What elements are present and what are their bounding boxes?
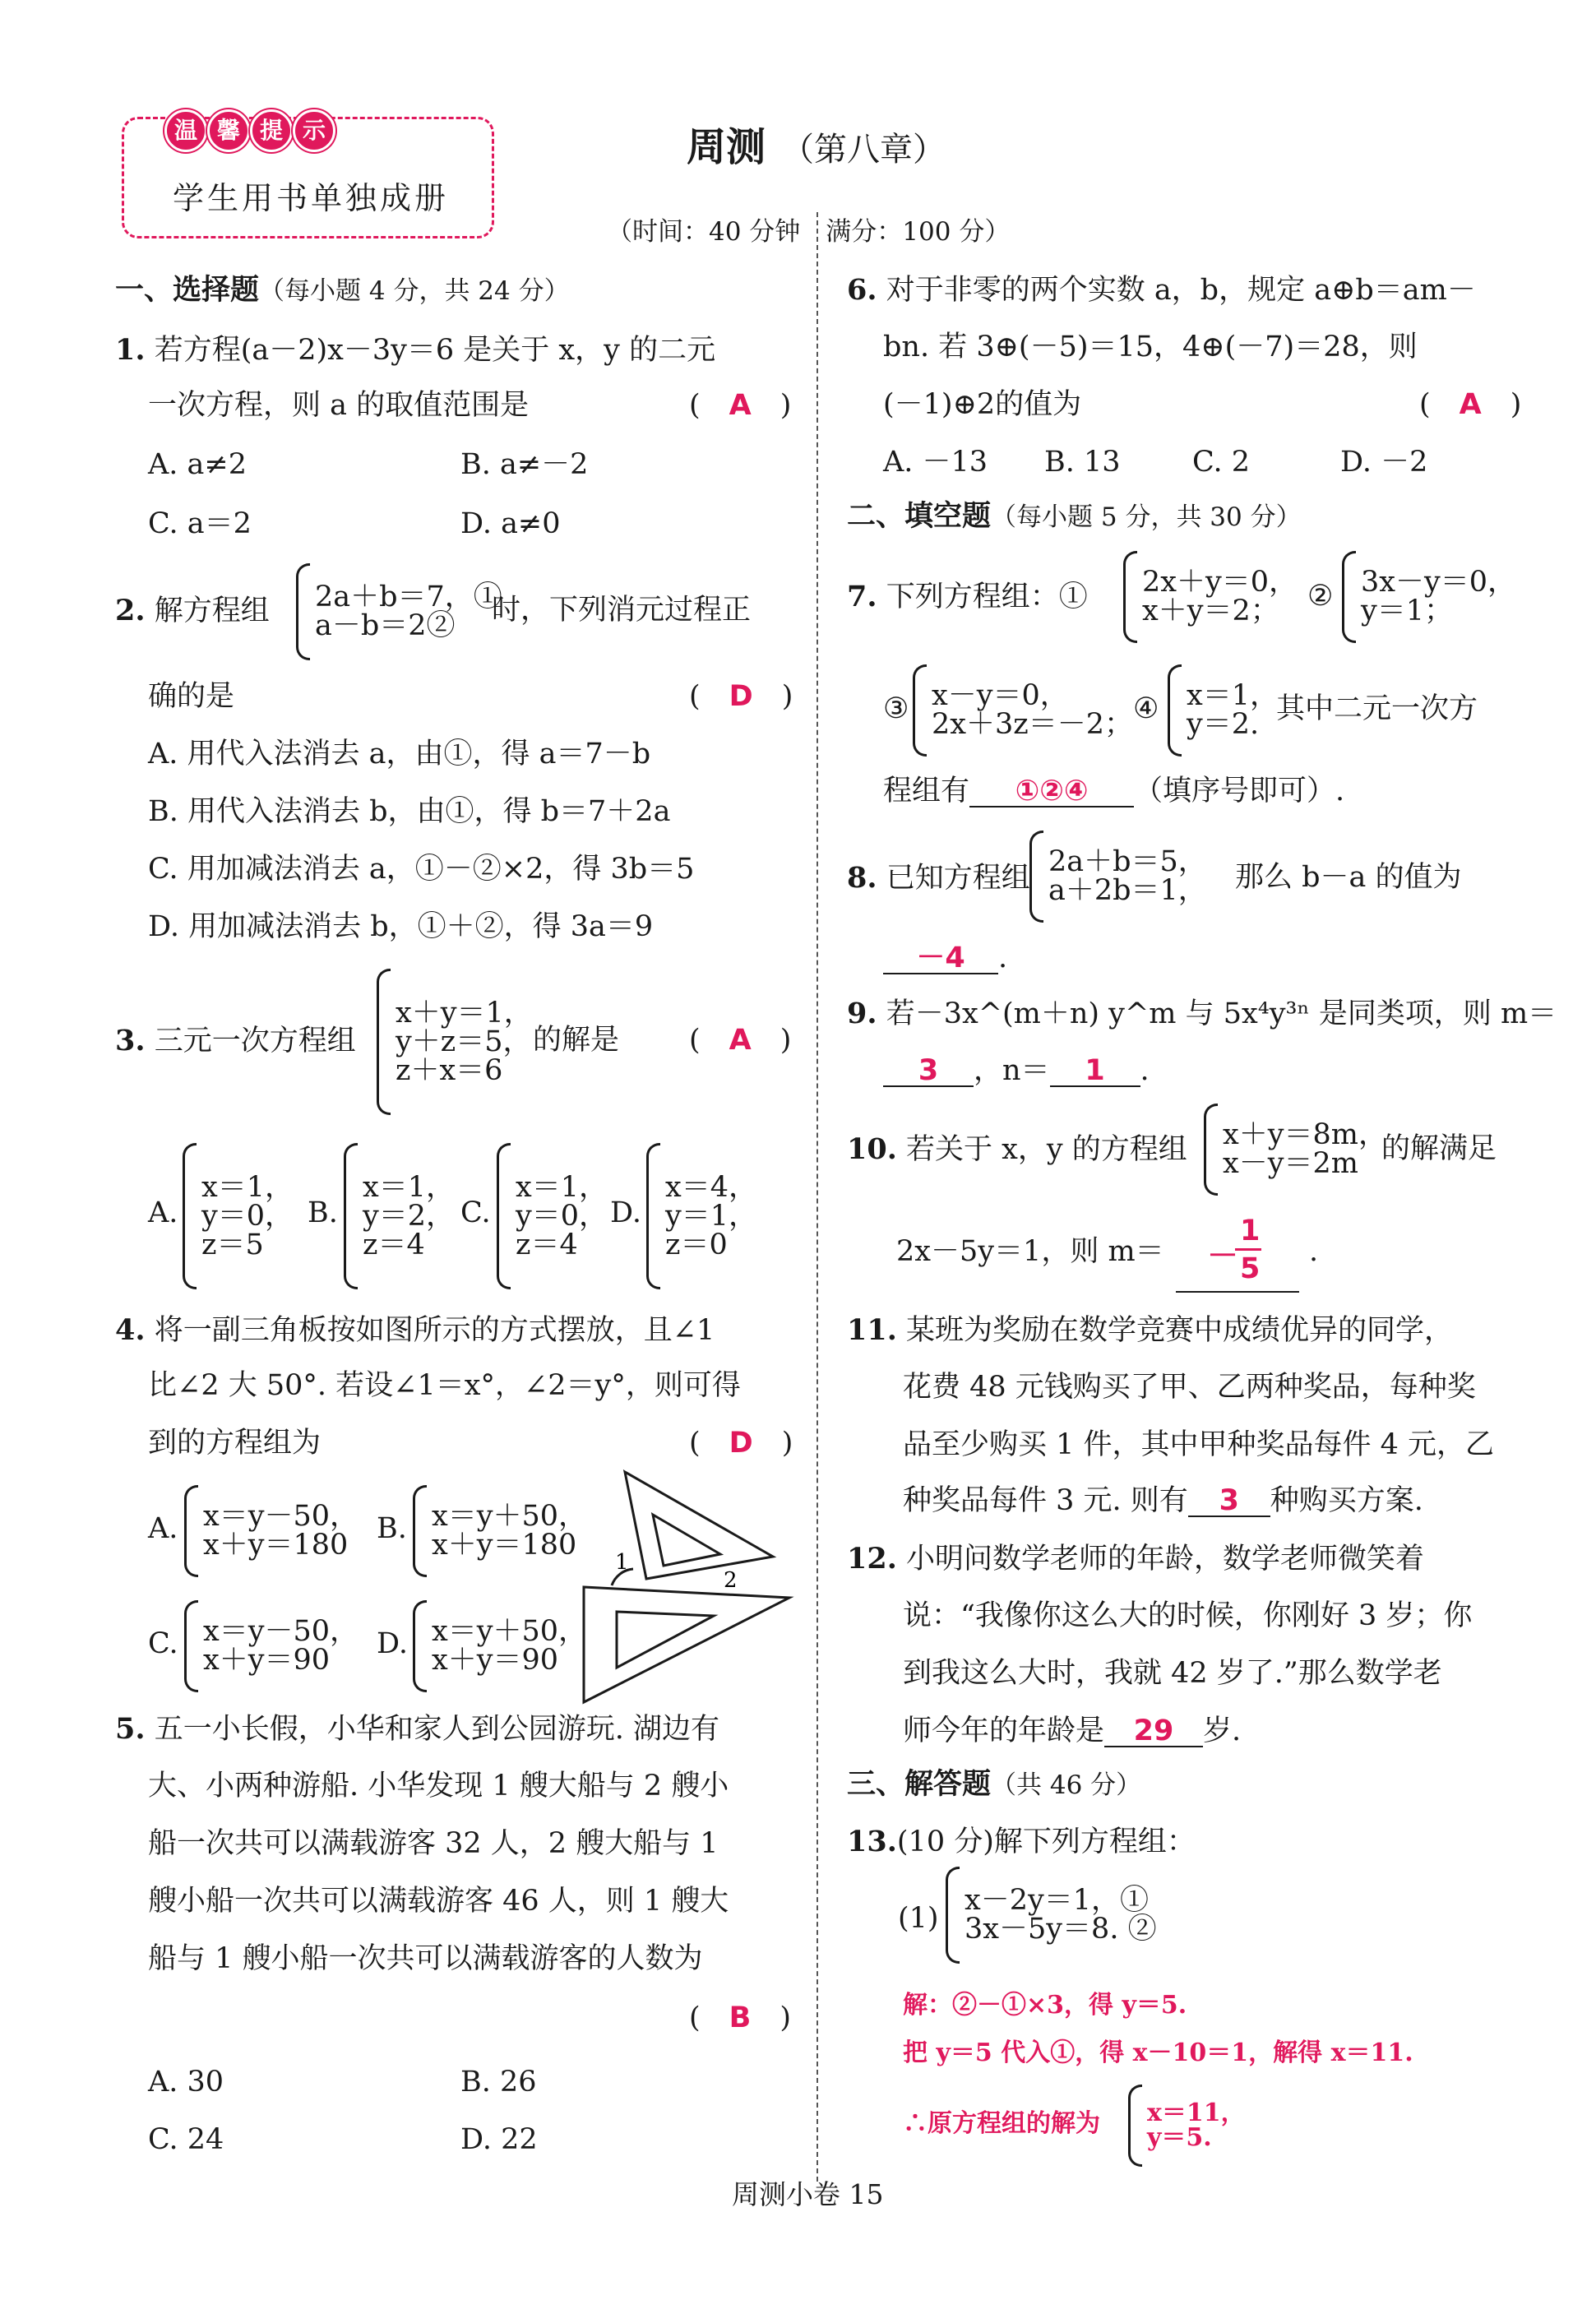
part-label: (1) (898, 1902, 939, 1935)
option: C. a＝2 (148, 507, 252, 540)
badge-char: 馨 (207, 109, 250, 152)
question-4-line2: 比∠2 大 50°. 若设∠1＝x°，∠2＝y°，则可得 (148, 1369, 741, 1402)
question-5-line: 船一次共可以满载游客 32 人，2 艘大船与 1 (148, 1827, 719, 1860)
question-7-line3: 程组有 ①②④ （填序号即可）. (883, 775, 1345, 807)
question-4-line3: 到的方程组为 (148, 1427, 322, 1460)
equation-system: x＋y＝8m， x－y＝2m (1204, 1104, 1387, 1196)
solution-system: x＝11， y＝5. (1128, 2085, 1246, 2167)
badge-char: 温 (164, 109, 207, 152)
question-6: 6. 对于非零的两个实数 a，b，规定 a⊕b＝am－ (847, 273, 1476, 307)
option-label: D. (610, 1196, 641, 1229)
page-subtitle: （第八章） (781, 131, 946, 169)
equation-system: x＝4， y＝1， z＝0 (646, 1143, 757, 1289)
tip-text: 学生用书单独成册 (173, 180, 450, 216)
question-8: 8. 已知方程组 (847, 861, 1030, 895)
option-label: D. (377, 1627, 408, 1660)
question-1: 1. 若方程(a－2)x－3y＝6 是关于 x，y 的二元 (115, 333, 716, 367)
equation-system: x＝1， y＝2. (1168, 664, 1279, 757)
column-divider (817, 212, 818, 2182)
question-11: 11. 某班为奖励在数学竞赛中成绩优异的同学， (847, 1313, 1454, 1347)
option: A. 用代入法消去 a，由①，得 a＝7－b (148, 738, 651, 770)
option-label: C. (460, 1196, 491, 1229)
question-6-line2: bn. 若 3⊕(－5)＝15，4⊕(－7)＝28，则 (883, 331, 1418, 363)
time-info: （时间：40 分钟 满分：100 分） (607, 217, 1011, 247)
answer-10: － 1 5 (1176, 1217, 1299, 1293)
option: A. a≠2 (148, 448, 247, 481)
equation-system: x＝1， y＝0， z＝4 (497, 1143, 608, 1289)
option-label: A. (148, 1512, 178, 1545)
equation-system: x＝y－50， x＋y＝90 (184, 1600, 359, 1692)
equation-system: 2a＋b＝7，① a－b＝2② (296, 563, 502, 660)
triangle-ruler (584, 1587, 789, 1702)
question-5-line: 大、小两种游船. 小华发现 1 艘大船与 2 艘小 (148, 1770, 729, 1802)
option-label: B. (308, 1196, 338, 1229)
question-4: 4. 将一副三角板按如图所示的方式摆放，且∠1 (115, 1313, 715, 1347)
question-2-post: 时，下列消元过程正 (492, 594, 752, 627)
option: B. 13 (1044, 446, 1121, 479)
equation-system: x－2y＝1，① 3x－5y＝8. ② (946, 1867, 1157, 1964)
section-title: 二、填空题（每小题 5 分，共 30 分） (847, 499, 1302, 533)
answer-2: ( D ) (689, 680, 793, 713)
question-10: 10. 若关于 x，y 的方程组 (847, 1132, 1187, 1166)
answer-8: －4 . (883, 944, 1007, 974)
question-11-line4: 种奖品每件 3 元. 则有 3 种购买方案. (903, 1484, 1423, 1517)
question-7-post: 其中二元一次方 (1276, 692, 1478, 725)
triangle-hole (653, 1515, 720, 1566)
question-11-line: 花费 48 元钱购买了甲、乙两种奖品，每种奖 (903, 1371, 1476, 1404)
answer-1: ( A ) (689, 389, 792, 422)
question-6-line3: (－1)⊕2的值为 (883, 388, 1082, 421)
option-label: C. (148, 1627, 178, 1660)
solution-line: 解：②－①×3，得 y＝5. (903, 1991, 1187, 2020)
question-2-line2: 确的是 (148, 680, 235, 713)
circle-label: ④ (1133, 692, 1159, 725)
equation-system: 2a＋b＝5， a＋2b＝1， (1029, 831, 1207, 923)
question-5-line: 船与 1 艘小船一次共可以满载游客的人数为 (148, 1942, 703, 1975)
badge-char: 提 (250, 109, 293, 152)
question-12: 12. 小明问数学老师的年龄，数学老师微笑着 (847, 1542, 1425, 1576)
solution-line: ∴原方程组的解为 (903, 2109, 1100, 2138)
answer-5: ( B ) (689, 2001, 791, 2034)
question-2: 2. 解方程组 (115, 594, 270, 627)
equation-system: x＝1， y＝2， z＝4 (344, 1143, 455, 1289)
option: C. 用加减法消去 a，①－②×2，得 3b＝5 (148, 853, 695, 886)
question-12-line: 说：“我像你这么大的时候，你刚好 3 岁；你 (903, 1599, 1473, 1632)
option-label: B. (377, 1512, 407, 1545)
question-12-line: 到我这么大时，我就 42 岁了.”那么数学老 (903, 1657, 1442, 1690)
question-5-line: 艘小船一次共可以满载游客 46 人，则 1 艘大 (148, 1885, 729, 1918)
question-3-post: 的解是 (533, 1024, 620, 1057)
solution-line: 把 y＝5 代入①，得 x－10＝1，解得 x＝11. (903, 2038, 1413, 2067)
equation-system: x＝1， y＝0， z＝5 (183, 1143, 294, 1289)
equation-system: x＋y＝1， y＋z＝5， z＋x＝6 (377, 969, 533, 1115)
page-footer: 周测小卷 15 (732, 2178, 884, 2210)
answer-3: ( A ) (689, 1024, 792, 1057)
equation-system: x＝y－50， x＋y＝180 (184, 1485, 359, 1577)
circle-label: ③ (883, 692, 909, 725)
question-1-line2: 一次方程，则 a 的取值范围是 (148, 389, 530, 422)
triangle-ruler (625, 1472, 773, 1579)
angle-label: 1 (615, 1550, 629, 1575)
option: C. 2 (1192, 446, 1251, 479)
option: D. 22 (460, 2123, 538, 2156)
option: D. －2 (1340, 446, 1428, 479)
question-3: 3. 三元一次方程组 (115, 1024, 356, 1057)
badge-char: 示 (293, 109, 335, 152)
page-title: 周测 (687, 124, 766, 170)
triangle-hole (617, 1612, 714, 1668)
angle-label: 2 (724, 1568, 738, 1593)
question-8-post: 那么 b－a 的值为 (1235, 861, 1462, 894)
question-11-line: 品至少购买 1 件，其中甲种奖品每件 4 元，乙 (903, 1428, 1495, 1461)
answer-9: 3 ，n＝ 1 . (883, 1057, 1150, 1087)
option: D. a≠0 (460, 507, 561, 540)
equation-system: 2x＋y＝0， x＋y＝2； (1123, 551, 1298, 643)
triangle-figure (576, 1464, 798, 1710)
answer-4: ( D ) (689, 1427, 793, 1460)
equation-system: x＝y＋50， x＋y＝90 (413, 1600, 587, 1692)
question-12-line4: 师今年的年龄是 29 岁. (903, 1714, 1242, 1747)
option: C. 24 (148, 2123, 224, 2156)
option: B. 用代入法消去 b，由①，得 b＝7＋2a (148, 795, 671, 828)
option: B. 26 (460, 2066, 537, 2099)
equation-system: x＝y＋50， x＋y＝180 (413, 1485, 587, 1577)
question-9: 9. 若－3x^(m＋n) y^m 与 5x⁴y³ⁿ 是同类项，则 m＝ (847, 997, 1557, 1030)
question-7: 7. 下列方程组：① (847, 580, 1088, 613)
equation-system: 3x－y＝0， y＝1； (1342, 551, 1516, 643)
equation-system: x－y＝0， 2x＋3z＝－2； (913, 664, 1133, 757)
option: A. －13 (883, 446, 988, 479)
option: A. 30 (148, 2066, 224, 2099)
answer-6: ( A ) (1419, 388, 1522, 421)
section-title: 一、选择题（每小题 4 分，共 24 分） (115, 273, 570, 307)
option: D. 用加减法消去 b，①＋②，得 3a＝9 (148, 910, 654, 943)
circle-label: ② (1307, 580, 1334, 613)
section-title: 三、解答题（共 46 分） (847, 1767, 1142, 1801)
question-10-post: 的解满足 (1381, 1132, 1497, 1165)
option: B. a≠－2 (460, 448, 589, 481)
question-10-end: . (1309, 1235, 1319, 1268)
option-label: A. (148, 1196, 178, 1229)
question-10-line2: 2x－5y＝1，则 m＝ (896, 1235, 1164, 1268)
question-13: 13.(10 分)解下列方程组： (847, 1825, 1196, 1858)
question-5: 5. 五一小长假，小华和家人到公园游玩. 湖边有 (115, 1712, 719, 1746)
